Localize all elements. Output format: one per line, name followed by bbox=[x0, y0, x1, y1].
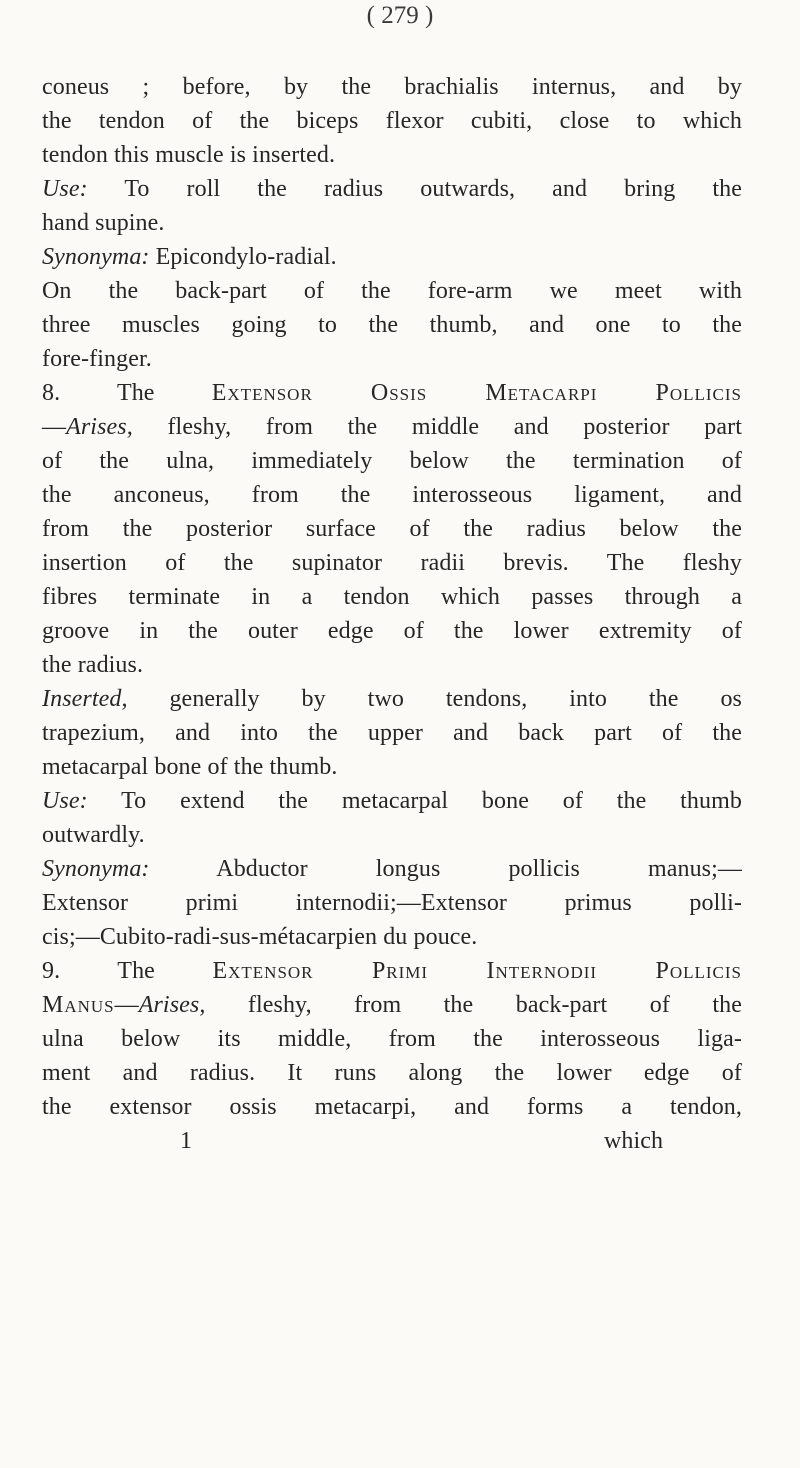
section-heading: 8. The Extensor Ossis Metacarpi Pollicis bbox=[42, 380, 742, 406]
text-line: the tendon of the biceps flexor cubiti, close to which bbox=[42, 108, 742, 134]
section-heading: 9. The Extensor Primi Internodii Pollicis bbox=[42, 958, 742, 984]
text-line: ment and radius. It runs along the lower edge of bbox=[42, 1060, 742, 1086]
text-line: Use: To roll the radius outwards, and bring the bbox=[42, 176, 742, 202]
text-line: three muscles going to the thumb, and one to the bbox=[42, 312, 742, 338]
text-line: ulna below its middle, from the interosseous liga- bbox=[42, 1026, 742, 1052]
text-line: the extensor ossis metacarpi, and forms a tendon, bbox=[42, 1094, 742, 1120]
text-line: Synonyma: Epicondylo-radial. bbox=[42, 244, 337, 270]
signature-mark: 1 bbox=[180, 1128, 193, 1154]
text-line: trapezium, and into the upper and back part of the bbox=[42, 720, 742, 746]
text-line: Extensor primi internodii;—Extensor primus polli- bbox=[42, 890, 742, 916]
text-line: insertion of the supinator radii brevis. The fleshy bbox=[42, 550, 742, 576]
text-line: Use: To extend the metacarpal bone of the thumb bbox=[42, 788, 742, 814]
text-line: hand supine. bbox=[42, 210, 165, 236]
text-line: the anconeus, from the interosseous ligament, and bbox=[42, 482, 742, 508]
text-line: On the back-part of the fore-arm we meet with bbox=[42, 278, 742, 304]
text-line: tendon this muscle is inserted. bbox=[42, 142, 336, 168]
text-line: outwardly. bbox=[42, 822, 145, 848]
catchword: which bbox=[604, 1128, 664, 1154]
text-line: groove in the outer edge of the lower extremity of bbox=[42, 618, 742, 644]
text-line: Manus—Arises, fleshy, from the back-part of the bbox=[42, 992, 742, 1018]
text-line: —Arises, fleshy, from the middle and posterior part bbox=[42, 414, 742, 440]
text-line: coneus ; before, by the brachialis internus, and by bbox=[42, 74, 742, 100]
text-line: fibres terminate in a tendon which passes through a bbox=[42, 584, 742, 610]
text-line: of the ulna, immediately below the termination of bbox=[42, 448, 742, 474]
page-number: ( 279 ) bbox=[366, 2, 434, 29]
text-line: from the posterior surface of the radius below the bbox=[42, 516, 742, 542]
text-line: Inserted, generally by two tendons, into the os bbox=[42, 686, 742, 712]
text-line: cis;—Cubito-radi-sus-métacarpien du pouce. bbox=[42, 924, 478, 950]
text-line: fore-finger. bbox=[42, 346, 152, 372]
text-line: Synonyma: Abductor longus pollicis manus;— bbox=[42, 856, 742, 882]
text-line: the radius. bbox=[42, 652, 144, 678]
text-line: metacarpal bone of the thumb. bbox=[42, 754, 338, 780]
